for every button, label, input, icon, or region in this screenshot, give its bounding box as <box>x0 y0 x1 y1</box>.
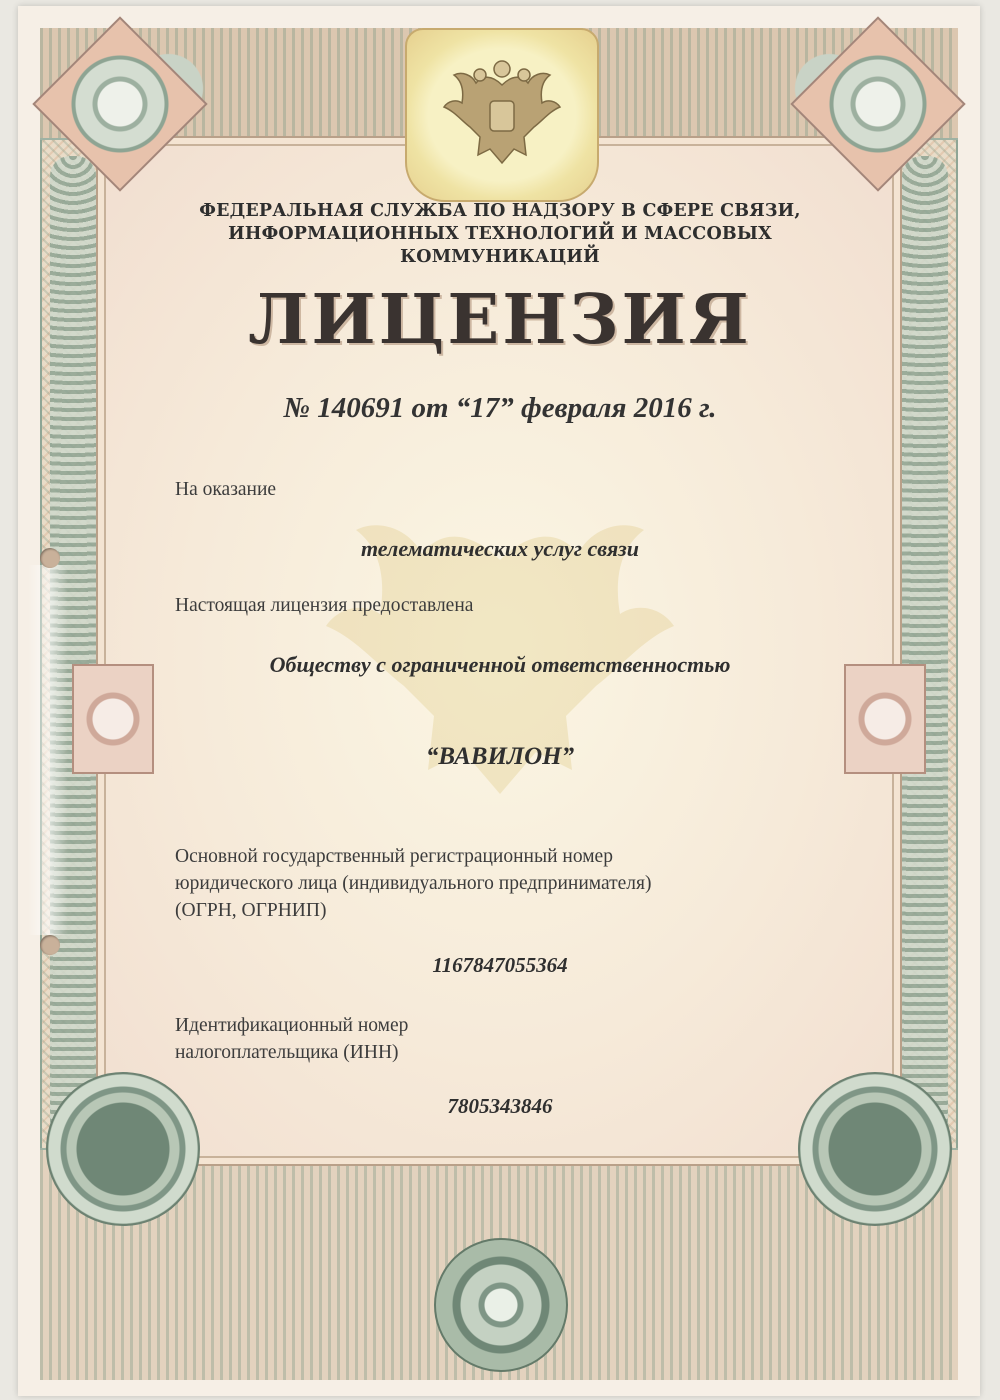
document-title: ЛИЦЕНЗИЯ <box>248 280 752 360</box>
service-value: телематических услуг связи <box>360 536 639 561</box>
license-number-date: № 140691 от “17” февраля 2016 г. <box>283 392 717 424</box>
ogrn-label-line-2: юридического лица (индивидуального предпринимателя) <box>175 873 652 894</box>
issuing-agency <box>150 200 850 269</box>
agency-line-1: ФЕДЕРАЛЬНАЯ СЛУЖБА ПО НАДЗОРУ В СФЕРЕ СВЯЗИ, <box>199 201 801 221</box>
agency-line-2: ИНФОРМАЦИОННЫХ ТЕХНОЛОГИЙ И МАССОВЫХ КОММУНИКАЦИЙ <box>228 224 772 267</box>
ogrn-label-line-3: (ОГРН, ОГРНИП) <box>175 900 327 921</box>
inn-label-line-2: налогоплательщика (ИНН) <box>175 1042 399 1063</box>
service-label: На оказание <box>175 479 277 500</box>
ogrn-label-line-1: Основной государственный регистрационный номер <box>175 846 613 867</box>
grantee-value-line-2: “ВАВИЛОН” <box>425 743 575 770</box>
inn-label-line-1: Идентификационный номер <box>175 1015 409 1036</box>
grantee-value-line-1: Обществу с ограниченной ответственностью <box>269 652 731 677</box>
inn-value: 7805343846 <box>447 1094 553 1118</box>
ogrn-value: 1167847055364 <box>432 953 568 977</box>
grantee-label: Настоящая лицензия предоставлена <box>175 595 474 616</box>
